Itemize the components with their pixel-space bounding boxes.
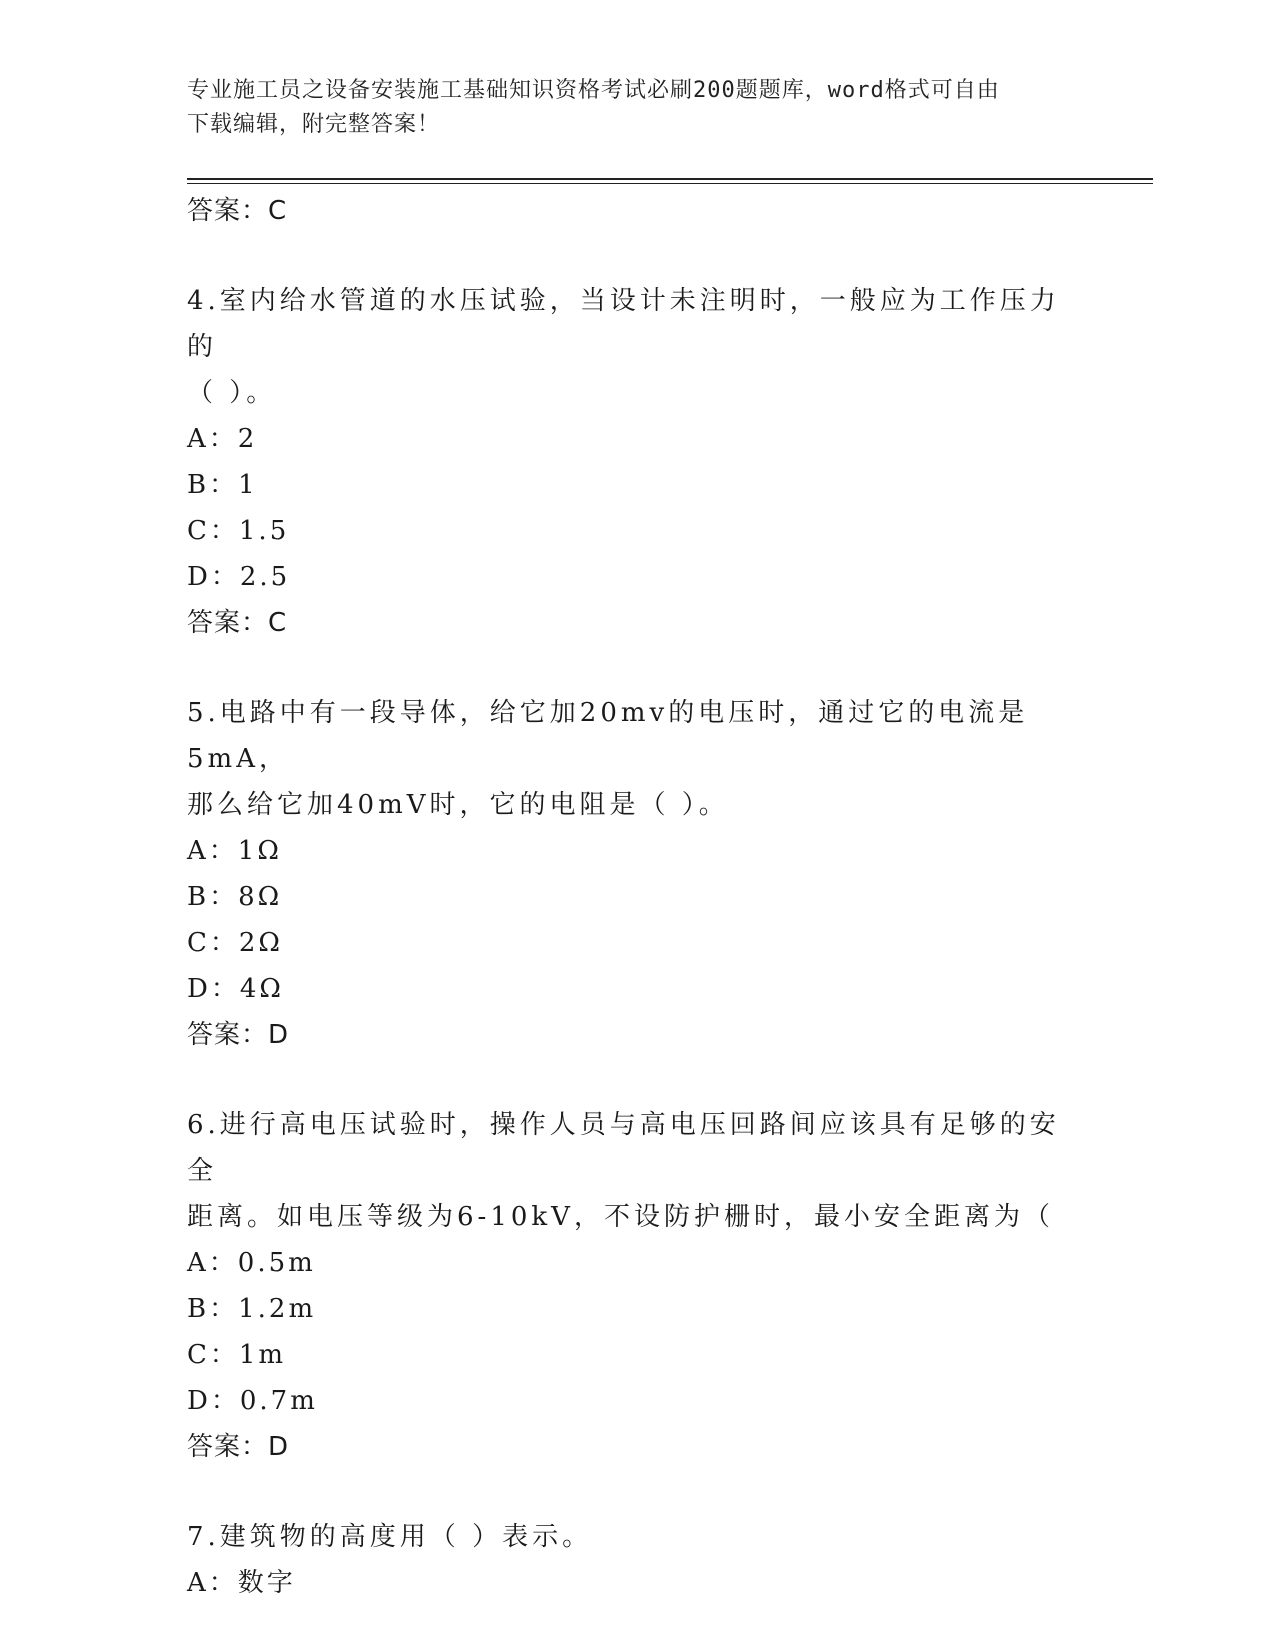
- answer-label: 答案：D: [187, 1432, 290, 1462]
- option-d: D：2.5: [187, 562, 291, 592]
- stem-line: 那么给它加40mV时，它的电阻是（ ）。: [187, 790, 729, 820]
- stem-line: 距离。如电压等级为6-10kV，不设防护栅时，最小安全距离为（: [187, 1202, 1054, 1232]
- question-7: [187, 1514, 1087, 1606]
- option-d: D：4Ω: [187, 974, 284, 1004]
- header-rule-thin: [187, 183, 1153, 184]
- option-b: B：1.2m: [187, 1294, 317, 1324]
- option-a: A：1Ω: [187, 836, 282, 866]
- header-line-2: 下载编辑，附完整答案！: [187, 112, 441, 137]
- option-a: A：2: [187, 424, 258, 454]
- question-list: [187, 188, 1087, 1606]
- stem-line: （ ）。: [187, 378, 277, 408]
- option-b: B：1: [187, 470, 258, 500]
- question-stem: [187, 1514, 1087, 1560]
- option-b: B：8Ω: [187, 882, 283, 912]
- stem-line: 5.电路中有一段导体，给它加20mv的电压时，通过它的电流是5mA，: [187, 698, 1029, 774]
- answer-label: 答案：C: [187, 196, 288, 226]
- question-4: [187, 278, 1087, 646]
- header-line-1: 专业施工员之设备安装施工基础知识资格考试必刷200题题库，word格式可自由: [187, 78, 1000, 103]
- stem-line: 6.进行高电压试验时，操作人员与高电压回路间应该具有足够的安全: [187, 1110, 1060, 1186]
- option-a: A：0.5m: [187, 1248, 316, 1278]
- question-stem: [187, 278, 1087, 416]
- option-c: C：1.5: [187, 516, 290, 546]
- stem-line: 7.建筑物的高度用（ ）表示。: [187, 1522, 593, 1552]
- answer-label: 答案：C: [187, 608, 288, 638]
- header-rule-thick: [187, 178, 1153, 180]
- option-d: D：0.7m: [187, 1386, 318, 1416]
- option-a: A：数字: [187, 1568, 296, 1598]
- question-5: [187, 690, 1087, 1058]
- option-c: C：1m: [187, 1340, 287, 1370]
- option-c: C：2Ω: [187, 928, 283, 958]
- question-6: [187, 1102, 1087, 1470]
- document-header: [187, 74, 1067, 142]
- question-stem: [187, 1102, 1087, 1240]
- answer-label: 答案：D: [187, 1020, 290, 1050]
- question-stem: [187, 690, 1087, 828]
- stem-line: 4.室内给水管道的水压试验，当设计未注明时，一般应为工作压力的: [187, 286, 1060, 362]
